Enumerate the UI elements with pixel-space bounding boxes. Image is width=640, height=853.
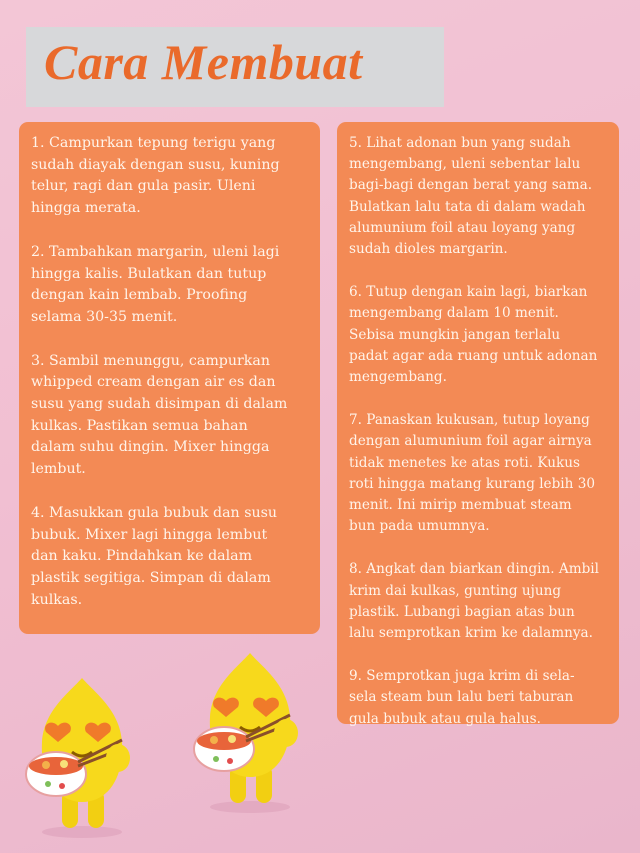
step-4: 4. Masukkan gula bubuk dan susu bubuk. Mixer lagi hingga lembut dan kaku. Pindahkan ke dalam plastik segitiga. Simpan di dalam kulkas. xyxy=(31,504,278,608)
step-9: 9. Semprotkan juga krim di sela- sela steam bun lalu beri taburan gula bubuk atau gula halus. xyxy=(349,668,575,727)
step-5: 5. Lihat adonan bun yang sudah mengembang, uleni sebentar lalu bagi-bagi dengan berat yang sama. Bulatkan lalu tata di dalam wadah alumunium foil atau loyang yang sudah dioles margarin. xyxy=(349,135,593,258)
yellow-mascot-eating-icon xyxy=(12,670,152,840)
step-1: 1. Campurkan tepung terigu yang sudah diayak dengan susu, kuning telur, ragi dan gula pasir. Uleni hingga merata. xyxy=(31,135,280,217)
title-banner xyxy=(26,27,444,107)
step-6: 6. Tutup dengan kain lagi, biarkan mengembang dalam 10 menit. Sebisa mungkin jangan terlalu padat agar ada ruang untuk adonan mengembang. xyxy=(349,284,598,386)
step-8: 8. Angkat dan biarkan dingin. Ambil krim dai kulkas, gunting ujung plastik. Lubangi bagian atas bun lalu semprotkan krim ke dalamnya. xyxy=(349,561,599,642)
steps-card-right xyxy=(337,122,619,727)
step-3: 3. Sambil menunggu, campurkan whipped cream dengan air es dan susu yang sudah disimpan di dalam kulkas. Pastikan semua bahan dalam suhu dingin. Mixer hingga lembut. xyxy=(31,352,288,478)
yellow-mascot-eating-icon xyxy=(180,645,320,815)
steps-card-left xyxy=(19,122,320,634)
page-title: Cara Membuat xyxy=(44,34,363,90)
step-2: 2. Tambahkan margarin, uleni lagi hingga kalis. Bulatkan dan tutup dengan kain lembab. Proofing selama 30-35 menit. xyxy=(31,243,280,325)
step-7: 7. Panaskan kukusan, tutup loyang dengan alumunium foil agar airnya tidak menetes ke atas roti. Kukus roti hingga matang kurang lebih 30 menit. Ini mirip membuat steam bun pada umumnya. xyxy=(349,412,596,535)
